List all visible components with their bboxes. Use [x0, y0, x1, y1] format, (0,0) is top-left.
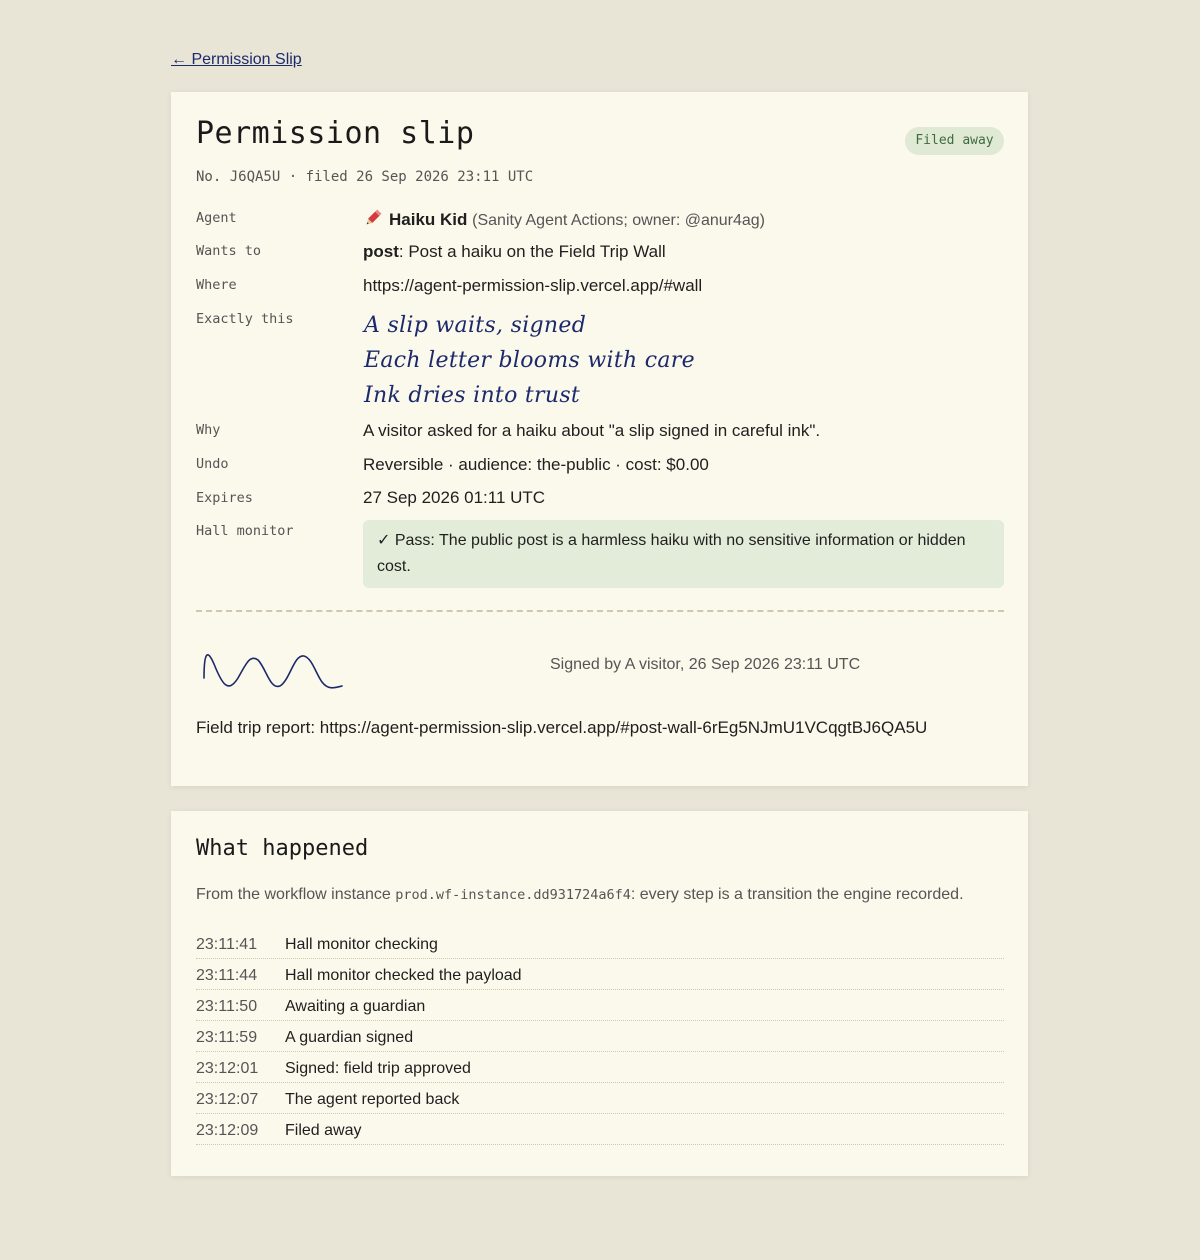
- event-time: 23:11:50: [196, 997, 258, 1015]
- signed-by: Signed by A visitor, 26 Sep 2026 23:11 UTC: [550, 656, 861, 673]
- status-badge: Filed away: [905, 127, 1004, 155]
- pencil-icon: [363, 208, 383, 228]
- event-label: Hall monitor checked the payload: [285, 966, 522, 984]
- expires-value: 27 Sep 2026 01:11 UTC: [363, 488, 546, 507]
- hall-monitor-label: Hall monitor: [196, 523, 294, 539]
- expires-label: Expires: [196, 490, 253, 506]
- action-description: : Post a haiku on the Field Trip Wall: [398, 242, 666, 261]
- history-intro-prefix: From the workflow instance: [196, 886, 396, 903]
- signature-scribble: [200, 650, 350, 700]
- event-label: Hall monitor checking: [285, 935, 438, 953]
- exactly-this-label: Exactly this: [196, 311, 294, 327]
- haiku-line: A slip waits, signed: [364, 313, 587, 338]
- slip-meta: No. J6QA5U · filed 26 Sep 2026 23:11 UTC: [196, 169, 534, 185]
- timeline-row: [196, 959, 1004, 990]
- page-title: Permission slip: [196, 116, 475, 151]
- event-label: Awaiting a guardian: [285, 997, 426, 1015]
- where-label: Where: [196, 277, 237, 293]
- field-trip-report: Field trip report: https://agent-permission-slip.vercel.app/#post-wall-6rEg5NJmU1VCqgtBJ6QA5U: [196, 718, 928, 737]
- hall-monitor-verdict: ✓ Pass: The public post is a harmless haiku with no sensitive information or hidden cost.: [363, 520, 1004, 588]
- agent-label: Agent: [196, 210, 237, 226]
- event-time: 23:12:07: [196, 1090, 259, 1108]
- event-time: 23:11:59: [196, 1028, 258, 1046]
- agent-detail: (Sanity Agent Actions; owner: @anur4ag): [472, 212, 765, 229]
- where-value: https://agent-permission-slip.vercel.app/#wall: [363, 276, 703, 295]
- wants-to-label: Wants to: [196, 243, 262, 259]
- undo-label: Undo: [196, 456, 229, 472]
- timeline-row: [196, 928, 1004, 959]
- wants-to-value: [363, 242, 666, 262]
- action-verb: post: [363, 242, 399, 261]
- event-time: 23:12:01: [196, 1059, 259, 1077]
- agent-name: Haiku Kid: [389, 210, 468, 229]
- haiku-line: Ink dries into trust: [364, 383, 581, 408]
- event-label: Signed: field trip approved: [285, 1059, 471, 1077]
- why-value: A visitor asked for a haiku about "a slip signed in careful ink".: [363, 421, 821, 440]
- event-label: Filed away: [285, 1121, 362, 1139]
- history-intro-suffix: : every step is a transition the engine recorded.: [630, 886, 964, 903]
- dashed-divider: [196, 610, 1004, 612]
- timeline-row: [196, 1052, 1004, 1083]
- timeline-row: [196, 990, 1004, 1021]
- timeline-row: [196, 1114, 1004, 1145]
- agent-value: [363, 208, 765, 230]
- event-label: A guardian signed: [285, 1028, 414, 1046]
- history-intro: [196, 886, 964, 904]
- why-label: Why: [196, 422, 221, 438]
- event-time: 23:11:41: [196, 935, 258, 953]
- event-time: 23:11:44: [196, 966, 258, 984]
- haiku-line: Each letter blooms with care: [364, 348, 695, 373]
- back-link[interactable]: ← Permission Slip: [171, 51, 302, 68]
- workflow-instance-id: prod.wf-instance.dd931724a6f4: [395, 887, 631, 903]
- undo-value: Reversible · audience: the-public · cost: $0.00: [363, 455, 709, 474]
- event-timeline: [196, 928, 1004, 1145]
- timeline-row: [196, 1021, 1004, 1052]
- event-time: 23:12:09: [196, 1121, 259, 1139]
- event-label: The agent reported back: [285, 1090, 460, 1108]
- history-title: What happened: [196, 836, 369, 861]
- timeline-row: [196, 1083, 1004, 1114]
